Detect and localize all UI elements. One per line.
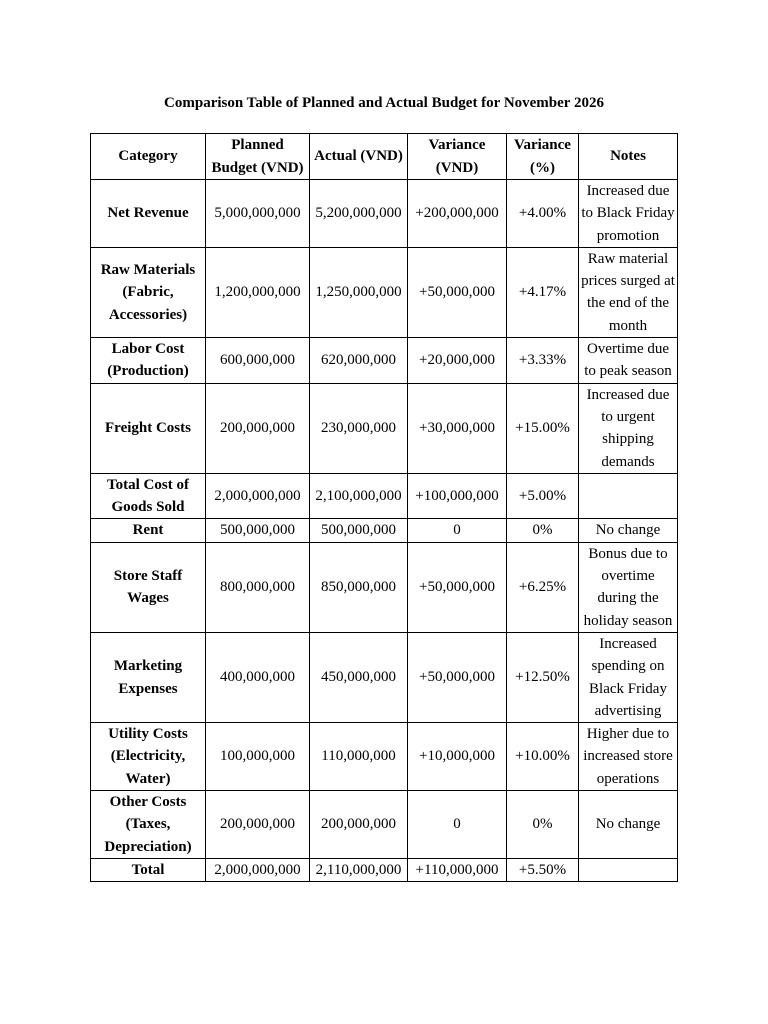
row-notes: Raw material prices surged at the end of the month [579,247,678,337]
row-category: Rent [91,519,206,542]
table-row [91,519,678,542]
row-notes: Increased due to urgent shipping demands [579,383,678,473]
row-notes: No change [579,791,678,859]
row-percent: +6.25% [507,542,579,632]
row-variance: +20,000,000 [408,338,507,384]
row-planned: 5,000,000,000 [206,180,310,248]
row-percent: +5.50% [507,858,579,881]
row-planned: 100,000,000 [206,723,310,791]
row-variance: +200,000,000 [408,180,507,248]
row-variance: 0 [408,519,507,542]
row-actual: 2,110,000,000 [310,858,408,881]
budget-table [90,133,678,882]
row-notes: Increased due to Black Friday promotion [579,180,678,248]
row-actual: 1,250,000,000 [310,247,408,337]
row-variance: +30,000,000 [408,383,507,473]
header-notes: Notes [579,134,678,180]
row-planned: 200,000,000 [206,791,310,859]
table-row-total [91,858,678,881]
header-planned: Planned Budget (VND) [206,134,310,180]
row-planned: 2,000,000,000 [206,858,310,881]
row-planned: 1,200,000,000 [206,247,310,337]
row-actual: 2,100,000,000 [310,473,408,519]
row-planned: 400,000,000 [206,632,310,722]
row-percent: +4.00% [507,180,579,248]
row-notes [579,473,678,519]
header-variance-percent: Variance (%) [507,134,579,180]
row-actual: 110,000,000 [310,723,408,791]
row-percent: 0% [507,519,579,542]
table-row [91,632,678,722]
row-category: Utility Costs (Electricity, Water) [91,723,206,791]
row-category: Raw Materials (Fabric, Accessories) [91,247,206,337]
row-percent: +4.17% [507,247,579,337]
row-planned: 500,000,000 [206,519,310,542]
row-category: Labor Cost (Production) [91,338,206,384]
row-percent: +15.00% [507,383,579,473]
row-planned: 600,000,000 [206,338,310,384]
row-category: Other Costs (Taxes, Depreciation) [91,791,206,859]
header-category: Category [91,134,206,180]
header-actual: Actual (VND) [310,134,408,180]
row-actual: 850,000,000 [310,542,408,632]
row-variance: +110,000,000 [408,858,507,881]
row-variance: +100,000,000 [408,473,507,519]
table-row [91,791,678,859]
row-notes: Overtime due to peak season [579,338,678,384]
table-row [91,180,678,248]
row-percent: +12.50% [507,632,579,722]
row-actual: 5,200,000,000 [310,180,408,248]
row-notes [579,858,678,881]
row-notes: No change [579,519,678,542]
row-planned: 200,000,000 [206,383,310,473]
row-notes: Increased spending on Black Friday advertising [579,632,678,722]
row-category: Freight Costs [91,383,206,473]
row-variance: +50,000,000 [408,542,507,632]
row-actual: 450,000,000 [310,632,408,722]
row-percent: +5.00% [507,473,579,519]
table-row [91,473,678,519]
row-percent: 0% [507,791,579,859]
document-title: Comparison Table of Planned and Actual Budget for November 2026 [164,95,604,111]
row-actual: 620,000,000 [310,338,408,384]
row-notes: Bonus due to overtime during the holiday season [579,542,678,632]
row-percent: +10.00% [507,723,579,791]
table-row [91,723,678,791]
table-header-row [91,134,678,180]
row-actual: 200,000,000 [310,791,408,859]
table-row [91,338,678,384]
row-variance: +50,000,000 [408,632,507,722]
row-variance: 0 [408,791,507,859]
row-percent: +3.33% [507,338,579,384]
row-planned: 2,000,000,000 [206,473,310,519]
row-category: Marketing Expenses [91,632,206,722]
row-category: Net Revenue [91,180,206,248]
row-variance: +10,000,000 [408,723,507,791]
row-category: Store Staff Wages [91,542,206,632]
row-planned: 800,000,000 [206,542,310,632]
header-variance-vnd: Variance (VND) [408,134,507,180]
row-actual: 500,000,000 [310,519,408,542]
row-variance: +50,000,000 [408,247,507,337]
table-row [91,542,678,632]
row-category: Total [91,858,206,881]
row-category: Total Cost of Goods Sold [91,473,206,519]
row-actual: 230,000,000 [310,383,408,473]
table-row [91,383,678,473]
row-notes: Higher due to increased store operations [579,723,678,791]
table-row [91,247,678,337]
